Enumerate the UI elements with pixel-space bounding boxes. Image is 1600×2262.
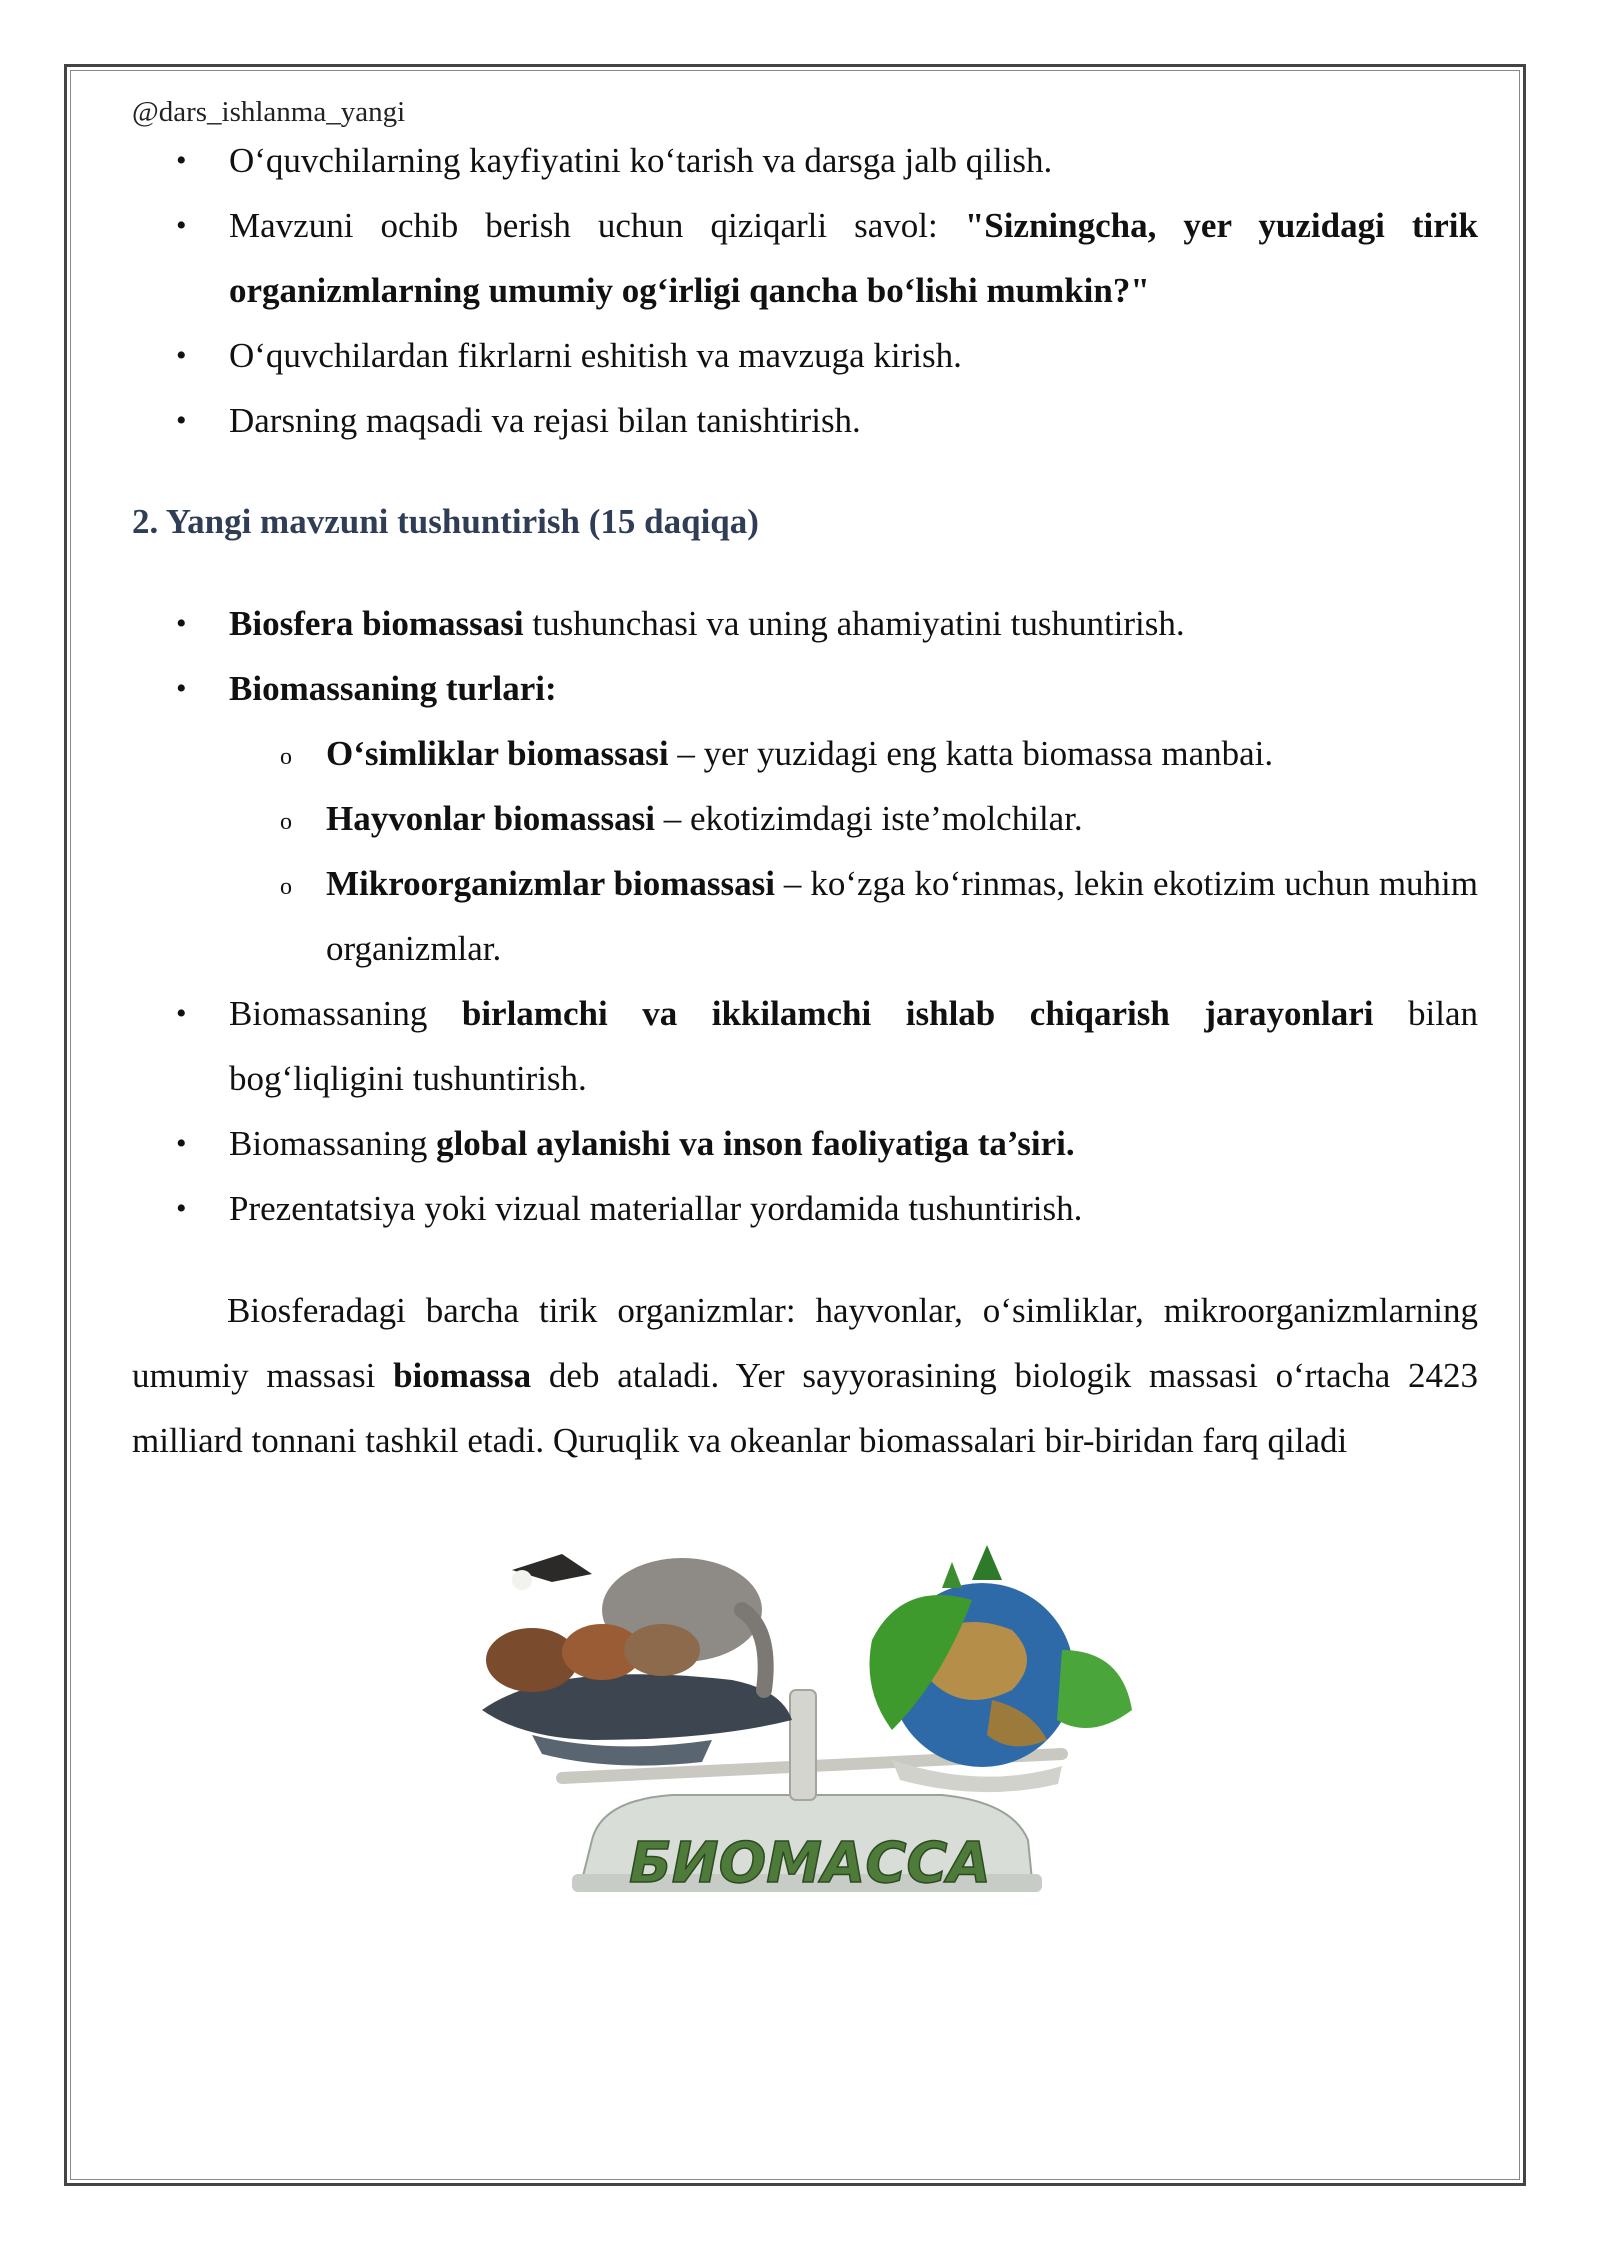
document-body (132, 128, 1478, 1473)
section2-list-continued (132, 981, 1478, 1241)
list-item: • Darsning maqsadi va rejasi bilan tanishtirish. (132, 388, 1478, 453)
header-tag: @dars_ishlanma_yangi (132, 96, 406, 128)
list-item: • Prezentatsiya yoki vizual materiallar yordamida tushuntirish. (132, 1176, 1478, 1241)
list-item: • Biomassaning global aylanishi va inson faoliyatiga ta’siri. (132, 1111, 1478, 1176)
list-item: • O‘quvchilardan fikrlarni eshitish va mavzuga kirish. (132, 323, 1478, 388)
biomass-paragraph: Biosferadagi barcha tirik organizmlar: hayvonlar, o‘simliklar, mikroorganizmlarning umumiy massasi biomassa deb ataladi. Yer sayyorasining biologik massasi o‘rtacha 2423 milliard tonnani tashkil etadi. Quruqlik va okeanlar biomassalari bir-biridan farq qiladi (132, 1291, 1478, 1460)
list-item: • Biomassaning turlari: (132, 656, 1478, 721)
list-item: • Biosfera biomassasi tushunchasi va uning ahamiyatini tushuntirish. (132, 591, 1478, 656)
intro-list (132, 128, 1478, 453)
biomass-illustration (472, 1540, 1148, 1910)
list-item: • Mavzuni ochib berish uchun qiziqarli savol: "Sizningcha, yer yuzidagi tirik organizmlarning umumiy og‘irligi qancha bo‘lishi mumkin?" (132, 193, 1478, 323)
biomass-types-list (132, 721, 1478, 981)
biomass-scale-icon (472, 1540, 1148, 1910)
section-heading: 2. Yangi mavzuni tushuntirish (15 daqiqa) (132, 502, 759, 541)
section2-list (132, 591, 1478, 721)
list-item: • O‘quvchilarning kayfiyatini ko‘tarish va darsga jalb qilish. (132, 128, 1478, 193)
sub-list-item: o Hayvonlar biomassasi – ekotizimdagi iste’molchilar. (132, 786, 1478, 851)
question-text: "Sizningcha, yer yuzidagi tirik organizmlarning umumiy og‘irligi qancha bo‘lishi mumkin?" (229, 206, 1478, 310)
figure-caption: БИОМАССА (629, 1831, 991, 1896)
list-item: • Biomassaning birlamchi va ikkilamchi ishlab chiqarish jarayonlari bilan bog‘liqligini tushuntirish. (132, 981, 1478, 1111)
sub-list-item: o Mikroorganizmlar biomassasi – ko‘zga ko‘rinmas, lekin ekotizim uchun muhim organizmlar. (132, 851, 1478, 981)
sub-list-item: o O‘simliklar biomassasi – yer yuzidagi eng katta biomassa manbai. (132, 721, 1478, 786)
